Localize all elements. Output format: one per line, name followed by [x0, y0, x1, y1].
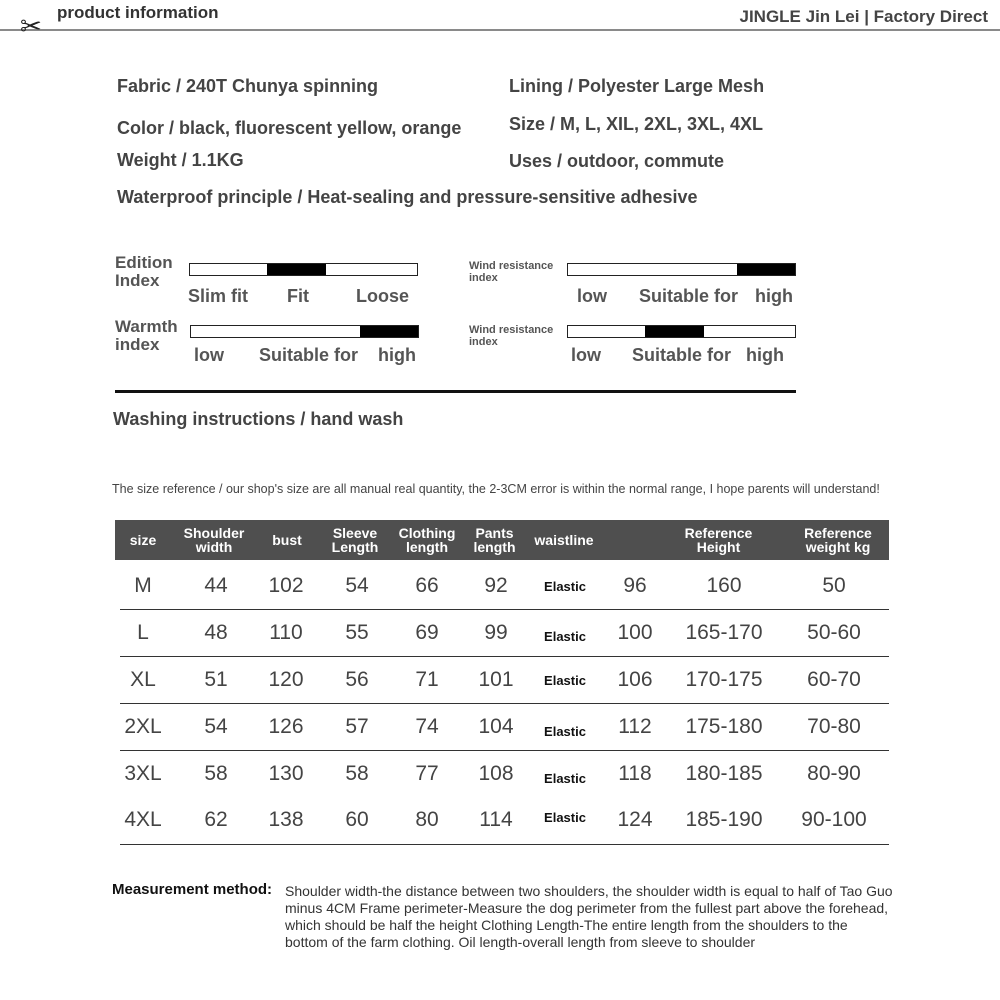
spec-color: Color / black, fluorescent yellow, orange — [117, 118, 462, 138]
cell-shoulder: 58 — [204, 762, 228, 785]
cell-pants: 104 — [478, 715, 514, 738]
cell-shoulder: 54 — [204, 715, 228, 738]
table-row — [120, 563, 889, 610]
cell-sleeve: 54 — [345, 574, 369, 597]
cell-bust: 110 — [269, 621, 303, 644]
cell-height: 185-190 — [685, 808, 763, 831]
warmth-index-bar — [190, 325, 419, 338]
cell-bust: 126 — [268, 715, 304, 738]
cell-waistline: Elastic — [544, 809, 586, 825]
cell-shoulder: 48 — [204, 621, 228, 644]
spec-waterproof: Waterproof principle / Heat-sealing and pressure-sensitive adhesive — [117, 187, 698, 207]
cell-clothing: 74 — [415, 715, 439, 738]
cell-height: 165-170 — [685, 621, 763, 644]
cell-weight: 80-90 — [807, 762, 861, 785]
edition-scale-low: Slim fit — [188, 286, 249, 306]
cell-clothing: 71 — [415, 668, 439, 691]
edition-index-label: Edition Index — [115, 253, 173, 290]
cell-pants: 99 — [484, 621, 508, 644]
table-row — [120, 751, 889, 798]
cell-bust: 120 — [268, 668, 304, 691]
col-blank — [603, 520, 669, 560]
wind-index-label: Wind resistance index — [469, 260, 554, 284]
wind-scale-high: high — [755, 286, 793, 306]
edition-scale-high: Loose — [356, 286, 410, 306]
col-waistline: waistline — [534, 532, 594, 548]
cell-waistline: Elastic — [544, 628, 586, 644]
scissors-icon: ✂ — [20, 12, 42, 42]
warmth-scale-low: low — [194, 345, 224, 365]
measurement-label: Measurement method: — [112, 881, 273, 898]
size-table-header — [115, 520, 889, 560]
cell-pants: 92 — [484, 574, 508, 597]
cell-size: M — [134, 574, 152, 597]
cell-extra: 112 — [618, 715, 652, 738]
wind-scale-low: low — [577, 286, 607, 306]
warmth-index-fill — [360, 326, 418, 337]
edition-index-bar — [189, 263, 418, 276]
washing-instructions: Washing instructions / hand wash — [113, 409, 404, 429]
warmth-scale-high: high — [378, 345, 416, 365]
cell-pants: 108 — [478, 762, 514, 785]
cell-clothing: 69 — [415, 621, 439, 644]
cell-height: 180-185 — [685, 762, 763, 785]
cell-sleeve: 56 — [345, 668, 369, 691]
cell-size: XL — [130, 668, 156, 691]
cell-extra: 106 — [617, 668, 653, 691]
wind-index-bar — [567, 263, 796, 276]
spec-size: Size / M, L, XIL, 2XL, 3XL, 4XL — [509, 114, 764, 134]
wind-index-fill — [737, 264, 795, 275]
cell-size: L — [137, 621, 149, 644]
cell-weight: 70-80 — [807, 715, 861, 738]
cell-weight: 90-100 — [801, 808, 867, 831]
cell-sleeve: 57 — [345, 715, 369, 738]
spec-uses: Uses / outdoor, commute — [509, 151, 725, 171]
col-pants-length: Pants length — [473, 525, 516, 555]
wind-index-2-bar — [567, 325, 796, 338]
edition-scale-mid: Fit — [287, 286, 309, 306]
header-divider — [0, 29, 1000, 31]
cell-weight: 50-60 — [807, 621, 861, 644]
cell-waistline: Elastic — [544, 672, 586, 688]
col-size: size — [129, 532, 157, 548]
edition-index-fill — [267, 264, 326, 275]
cell-height: 170-175 — [685, 668, 763, 691]
col-reference-weight: Reference weight kg — [804, 525, 872, 555]
col-sleeve-length: Sleeve Length — [331, 525, 379, 555]
wind-scale-mid: Suitable for — [639, 286, 739, 306]
cell-height: 175-180 — [685, 715, 763, 738]
cell-pants: 101 — [478, 668, 514, 691]
wind2-scale-low: low — [571, 345, 601, 365]
cell-bust: 130 — [268, 762, 304, 785]
cell-shoulder: 44 — [204, 574, 228, 597]
cell-bust: 102 — [268, 574, 304, 597]
col-clothing-length: Clothing length — [398, 525, 456, 555]
cell-extra: 100 — [617, 621, 653, 644]
header-title: product information — [57, 3, 219, 22]
wind-index-2-label: Wind resistance index — [469, 324, 554, 348]
size-note: The size reference / our shop's size are all manual real quantity, the 2-3CM error is within the normal range, I hope parents will understand! — [112, 482, 880, 496]
wind2-scale-high: high — [746, 345, 784, 365]
spec-fabric: Fabric / 240T Chunya spinning — [117, 76, 379, 96]
cell-size: 4XL — [124, 808, 162, 831]
wind-index-2-fill — [645, 326, 704, 337]
cell-waistline: Elastic — [544, 770, 586, 786]
cell-waistline: Elastic — [544, 578, 586, 594]
cell-extra: 96 — [623, 574, 647, 597]
col-reference-height: Reference Height — [684, 525, 753, 555]
cell-sleeve: 55 — [345, 621, 369, 644]
table-row — [120, 657, 889, 704]
warmth-scale-mid: Suitable for — [259, 345, 359, 365]
table-row — [120, 610, 889, 657]
cell-waistline: Elastic — [544, 723, 586, 739]
cell-bust: 138 — [268, 808, 304, 831]
cell-weight: 60-70 — [807, 668, 861, 691]
spec-lining: Lining / Polyester Large Mesh — [509, 76, 765, 96]
wind2-scale-mid: Suitable for — [632, 345, 732, 365]
section-divider — [115, 390, 796, 393]
cell-shoulder: 51 — [204, 668, 228, 691]
row-divider — [120, 844, 889, 846]
brand-label: JINGLE Jin Lei | Factory Direct — [739, 7, 988, 26]
col-bust: bust — [272, 532, 302, 548]
cell-weight: 50 — [822, 574, 846, 597]
cell-size: 3XL — [124, 762, 162, 785]
table-row — [120, 797, 889, 845]
measurement-text: Shoulder width-the distance between two shoulders, the shoulder width is equal to half of Tao Guo minus 4CM Frame perimeter-Measure the dog perimeter from the fullest part above the forehead, which should be half the height Clothing Length-The entire length from the shoulders to the bottom of the farm clothing. Oil length-overall length from sleeve to shoulder — [285, 883, 893, 950]
cell-shoulder: 62 — [204, 808, 228, 831]
cell-clothing: 77 — [415, 762, 439, 785]
col-shoulder-width: Shoulder width — [183, 525, 245, 555]
cell-sleeve: 60 — [345, 808, 369, 831]
table-row — [120, 704, 889, 751]
cell-pants: 114 — [479, 808, 513, 831]
cell-size: 2XL — [124, 715, 162, 738]
warmth-index-label: Warmth index — [115, 317, 178, 354]
cell-clothing: 66 — [415, 574, 439, 597]
cell-sleeve: 58 — [345, 762, 369, 785]
spec-weight: Weight / 1.1KG — [117, 150, 244, 170]
cell-extra: 118 — [618, 762, 652, 785]
cell-clothing: 80 — [415, 808, 439, 831]
cell-height: 160 — [706, 574, 742, 597]
cell-extra: 124 — [617, 808, 653, 831]
